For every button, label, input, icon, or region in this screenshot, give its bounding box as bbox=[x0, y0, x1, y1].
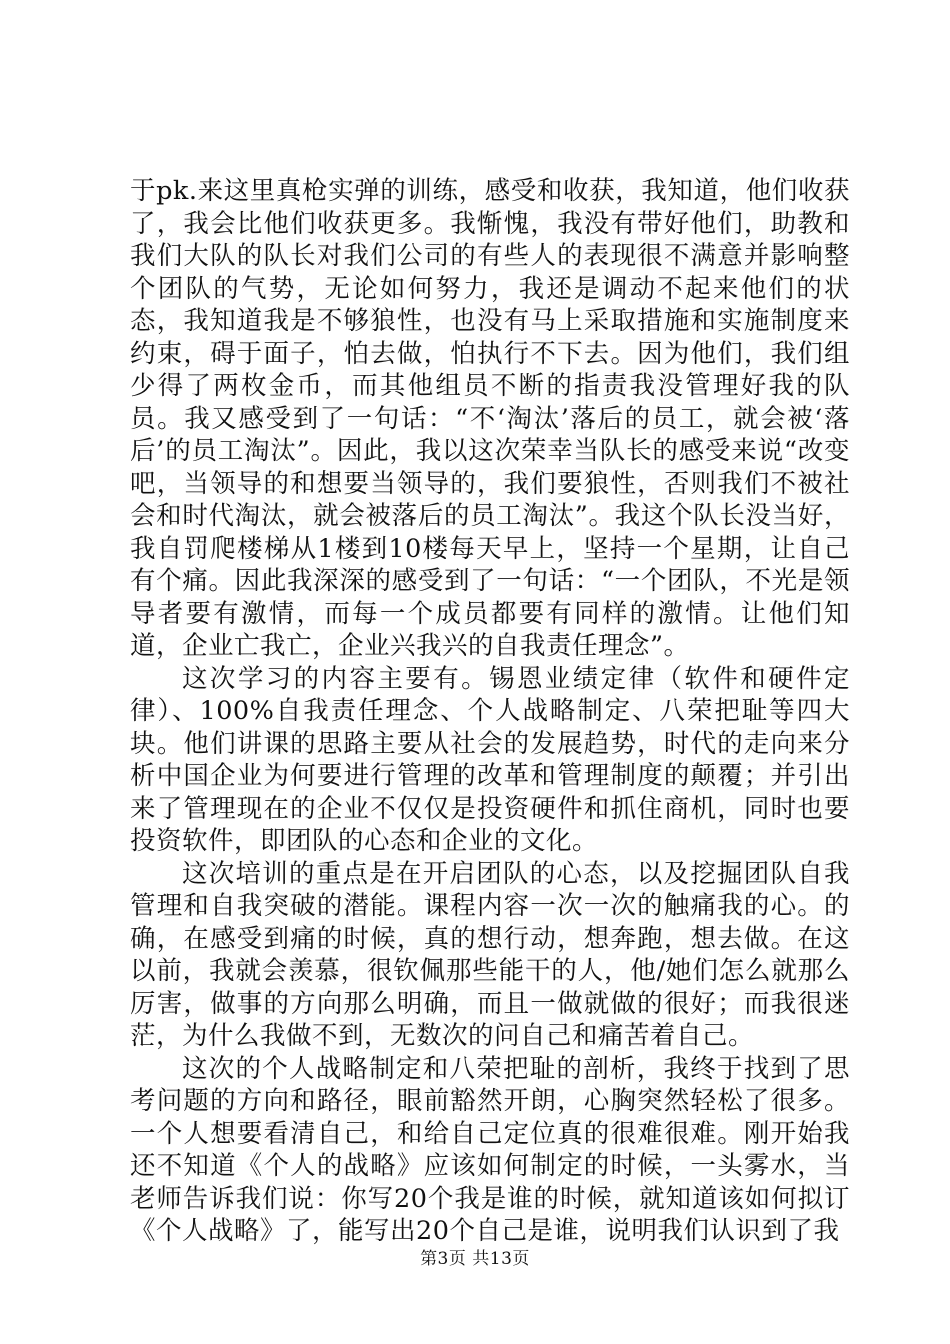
page-number-footer: 第3页 共13页 bbox=[420, 1249, 530, 1269]
paragraph-4: 这次的个人战略制定和八荣把耻的剖析，我终于找到了思考问题的方向和路径，眼前豁然开朗，心胸突然轻松了很多。一个人想要看清自己，和给自己定位真的很难很难。刚开始我还不知道《个人的战略》应该如何制定的时候，一头雾水，当老师告诉我们说：你写20个我是谁的时候，就知道该如何拟订《个人战略》了，能写出20个自己是谁，说明我们认识到了我 bbox=[130, 1053, 850, 1246]
paragraph-1: 于pk.来这里真枪实弹的训练，感受和收获，我知道，他们收获了，我会比他们收获更多。我惭愧，我没有带好他们，助教和我们大队的队长对我们公司的有些人的表现很不满意并影响整个团队的气势，无论如何努力，我还是调动不起来他们的状态，我知道我是不够狼性，也没有马上采取措施和实施制度来约束，碍于面子，怕去做，怕执行不下去。因为他们，我们组少得了两枚金币，而其他组员不断的指责我没管理好我的队员。我又感受到了一句话：“不‘淘汰’落后的员工，就会被‘落后’的员工淘汰”。因此，我以这次荣幸当队长的感受来说“改变吧，当领导的和想要当领导的，我们要狼性，否则我们不被社会和时代淘汰，就会被落后的员工淘汰”。我这个队长没当好，我自罚爬楼梯从1楼到10楼每天早上，坚持一个星期，让自己有个痛。因此我深深的感受到了一句话：“一个团队，不光是领导者要有激情，而每一个成员都要有同样的激情。让他们知道，企业亡我亡，企业兴我兴的自我责任理念”。 bbox=[130, 176, 850, 661]
document-body bbox=[130, 175, 850, 1248]
paragraph-2: 这次学习的内容主要有。锡恩业绩定律（软件和硬件定律）、100%自我责任理念、个人战略制定、八荣把耻等四大块。他们讲课的思路主要从社会的发展趋势，时代的走向来分析中国企业为何要进行管理的改革和管理制度的颠覆；并引出来了管理现在的企业不仅仅是投资硬件和抓住商机，同时也要投资软件，即团队的心态和企业的文化。 bbox=[130, 663, 850, 856]
paragraph-3: 这次培训的重点是在开启团队的心态，以及挖掘团队自我管理和自我突破的潜能。课程内容一次一次的触痛我的心。的确，在感受到痛的时候，真的想行动，想奔跑，想去做。在这以前，我就会羡慕，很钦佩那些能干的人，他/她们怎么就那么厉害，做事的方向那么明确，而且一做就做的很好；而我很迷茫，为什么我做不到，无数次的问自己和痛苦着自己。 bbox=[130, 858, 850, 1051]
